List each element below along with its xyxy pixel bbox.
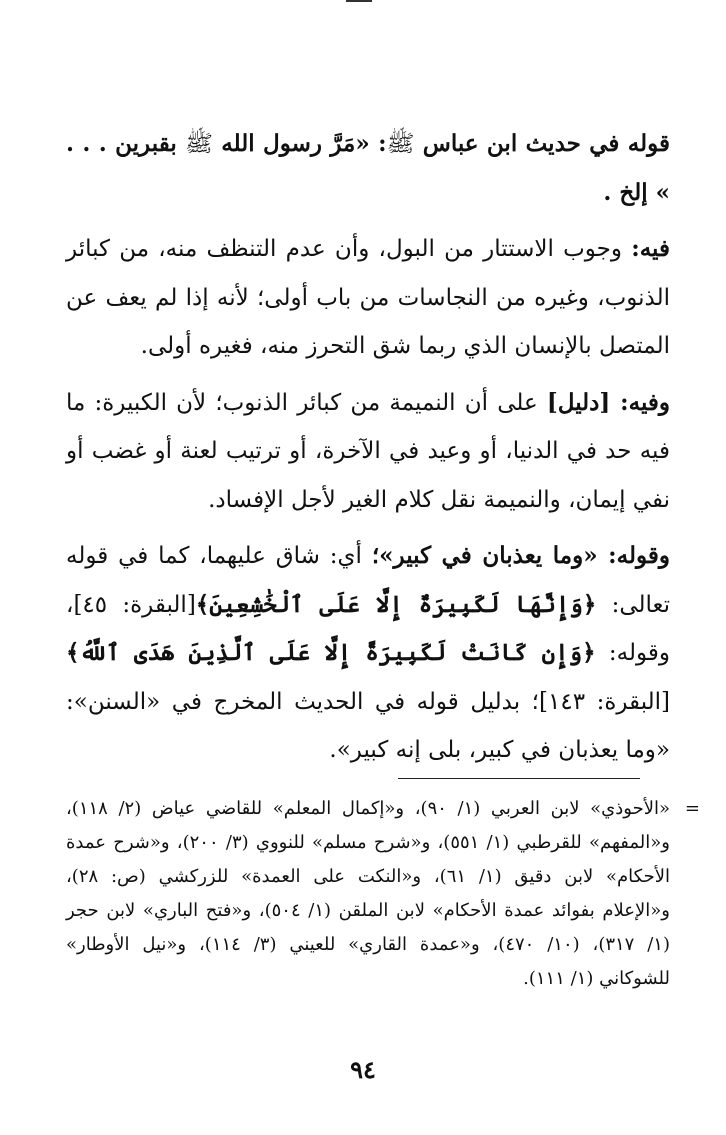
verse-2-reference: [البقرة: ١٤٣] (539, 688, 671, 715)
paragraph-3-text-a: أي: شاق عليهما، كما في قوله تعالى: (66, 543, 671, 618)
top-edge-mark (346, 0, 372, 2)
heading-intro: قوله في حديث ابن عباس (414, 130, 670, 157)
paragraph-3 (66, 532, 670, 775)
footnote-text: «الأحوذي» لابن العربي (١/ ٩٠)، و«إكمال المعلم» للقاضي عياض (٢/ ١١٨)، و«المفهم» للقرطبي (١/ ٥٥١)، و«شرح مسلم» للنووي (٣/ ٢٠٠)، و«شرح عمدة الأحكام» لابن دقيق (١/ ٦١)، و«النكت على العمدة» للزركشي (ص: ٢٨)، و«الإعلام بفوائد عمدة الأحكام» لابن الملقن (١/ ٥٠٤)، و«فتح الباري» لابن حجر (١/ ٣١٧)، (١٠/ ٤٧٠)، و«عمدة القاري» للعيني (٣/ ١١٤)، و«نيل الأوطار» للشوكاني (١/ ١١١). (66, 798, 670, 989)
main-text (66, 120, 670, 775)
heading-quote-close: بقبرين . . . » إلخ . (66, 130, 670, 206)
paragraph-2-text: على أن النميمة من كبائر الذنوب؛ لأن الكبيرة: ما فيه حد في الدنيا، أو وعيد في الآخرة، أو ترتيب لعنة أو غضب أو نفي إيمان، والنميمة نقل كلام الغير لأجل الإفساد. (66, 389, 670, 513)
paragraph-3-label: وقوله: «وما يعذبان في كبير»؛ (371, 542, 670, 569)
paragraph-1-label: فيه: (631, 235, 670, 262)
heading-quote-open: : «مَرَّ رسول الله (212, 130, 387, 157)
heading-paragraph (66, 120, 670, 217)
verse-1-reference: [البقرة: ٤٥] (73, 591, 196, 618)
honorific-symbol-salla: ﷺ (185, 131, 213, 157)
paragraph-1 (66, 225, 670, 371)
paragraph-2 (66, 379, 670, 525)
honorific-symbol-radiyallah: ﷺ (386, 131, 415, 157)
footnote-separator (398, 778, 640, 779)
quran-verse-1: ﴿وَإِنَّهَا لَكَبِيرَةٌ إِلَّا عَلَى ٱلْخَٰشِعِينَ﴾ (195, 590, 597, 618)
footnote-block (66, 792, 700, 996)
quran-verse-2: ﴿وَإِن كَانَتْ لَكَبِيرَةً إِلَّا عَلَى ٱلَّذِينَ هَدَى ٱللَّهُ﴾ (66, 639, 596, 666)
paragraph-3-text-c: ؛ بدليل قوله في الحديث المخرج في «السنن»: «وما يعذبان في كبير، بلى إنه كبير». (66, 688, 670, 763)
paragraph-2-label: وفيه: [دليل] (546, 388, 670, 416)
paragraph-1-text: وجوب الاستتار من البول، وأن عدم التنظف منه، من كبائر الذنوب، وغيره من النجاسات من باب أولى؛ لأنه إذا لم يعف عن المتصل بالإنسان الذي ربما شق التحرز منه، فغيره أولى. (66, 236, 670, 359)
paragraph-3-text-b: ، وقوله: (66, 591, 670, 666)
footnote-continuation-marker: = (684, 798, 700, 819)
page-number: ٩٤ (350, 1055, 376, 1084)
